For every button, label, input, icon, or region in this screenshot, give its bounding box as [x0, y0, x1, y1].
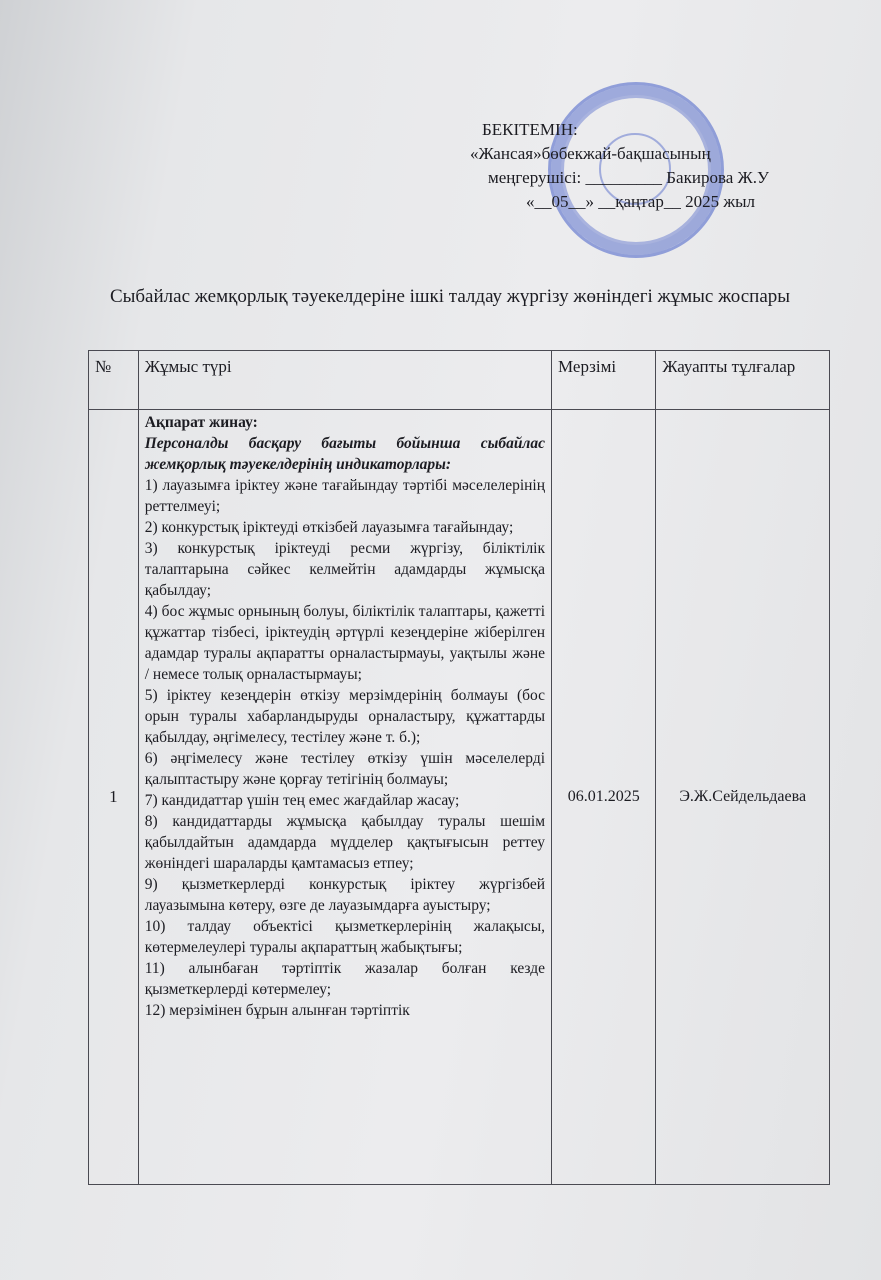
- list-item: 4) бос жұмыс орнының болуы, біліктілік талаптары, қажетті құжаттар тізбесі, іріктеудің әртүрлі кезеңдеріне жіберілген адамдар туралы ақпаратты орналастырмауы, уақтылы және / немесе толық орналастырмауы;: [144, 603, 546, 683]
- header-number: №: [89, 351, 139, 410]
- list-item: 1) лауазымға іріктеу және тағайындау тәртібі мәселелерінің реттелмеуі;: [144, 477, 546, 515]
- list-item: 3) конкурстық іріктеуді ресми жүргізу, біліктілік талаптарына сәйкес келмейтін адамдарды жұмысқа қабылдау;: [144, 540, 546, 599]
- row-number: 1: [89, 410, 139, 1185]
- list-item: 6) әңгімелесу және тестілеу өткізу үшін мәселелерді қалыптастыру және қорғау тетігінің болмауы;: [144, 750, 546, 788]
- header-responsible: Жауапты тұлғалар: [656, 351, 830, 410]
- list-item: 8) кандидаттарды жұмысқа қабылдау туралы шешім қабылдайтын адамдарда мүдделер қақтығысын реттеу жөніндегі шараларды қамтамасыз етпеу;: [144, 813, 546, 872]
- row-heading: Ақпарат жинау:: [144, 414, 258, 431]
- table-row: [89, 410, 830, 1185]
- list-item: 9) қызметкерлерді конкурстық іріктеу жүргізбей лауазымына көтеру, өзге де лауазымдарға ауыстыру;: [144, 876, 546, 914]
- list-item: 11) алынбаған тәртіптік жазалар болған кезде қызметкерлерді көтермелеу;: [144, 960, 546, 998]
- work-plan-table: [88, 350, 830, 1185]
- approval-date: «__05__» __қаңтар__ 2025 жыл: [526, 192, 755, 211]
- header-work-type: Жұмыс түрі: [138, 351, 551, 410]
- row-deadline: 06.01.2025: [552, 410, 656, 1185]
- approval-heading: БЕКІТЕМІН:: [482, 120, 578, 139]
- table-header-row: [89, 351, 830, 410]
- list-item: 2) конкурстық іріктеуді өткізбей лауазымға тағайындау;: [144, 519, 514, 536]
- row-subheading: Персоналды басқару бағыты бойынша сыбайлас жемқорлық тәуекелдерінің индикаторлары:: [144, 435, 546, 473]
- list-item: 12) мерзімінен бұрын алынған тәртіптік: [144, 1002, 410, 1019]
- approval-organization: «Жансая»бөбекжай-бақшасының: [470, 144, 711, 163]
- header-deadline: Мерзімі: [552, 351, 656, 410]
- row-responsible: Э.Ж.Сейдельдаева: [656, 410, 830, 1185]
- row-work-description: [138, 410, 551, 1185]
- list-item: 7) кандидаттар үшін тең емес жағдайлар жасау;: [144, 792, 460, 809]
- document-title: Сыбайлас жемқорлық тәуекелдеріне ішкі талдау жүргізу жөніндегі жұмыс жоспары: [109, 286, 791, 307]
- list-item: 5) іріктеу кезеңдерін өткізу мерзімдерінің болмауы (бос орын туралы хабарландыруды орналастыру, құжаттарды қабылдау, әңгімелесу, тестілеу және т. б.);: [144, 687, 546, 746]
- list-item: 10) талдау объектісі қызметкерлерінің жалақысы, көтермелеулері туралы ақпараттың жабықтығы;: [144, 918, 546, 956]
- approval-block: [470, 118, 830, 214]
- approval-signatory: меңгерушісі: _________ Бакирова Ж.У: [488, 168, 770, 187]
